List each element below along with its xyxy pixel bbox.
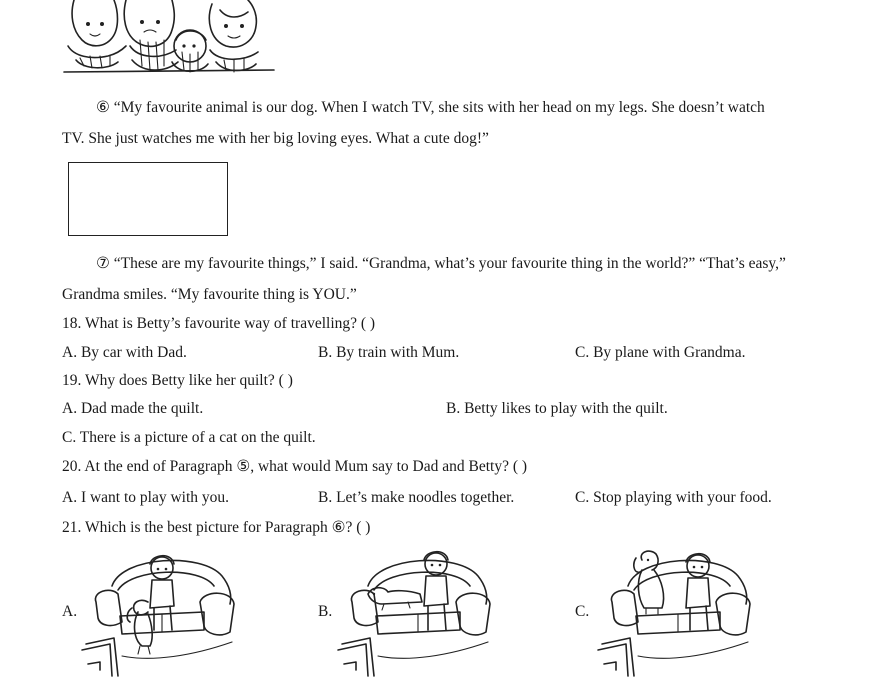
question-21-option-c-label: C.	[575, 603, 590, 620]
paragraph-6-line-2: TV. She just watches me with her big loving eyes. What a cute dog!”	[62, 130, 489, 147]
question-19-option-c: C. There is a picture of a cat on the quilt.	[62, 429, 316, 446]
picture-a-girl-sofa-dog-on-floor	[82, 546, 252, 676]
question-21-option-a-label: A.	[62, 603, 78, 620]
question-19-option-b: B. Betty likes to play with the quilt.	[446, 400, 668, 417]
question-20-option-a: A. I want to play with you.	[62, 489, 230, 506]
question-18-option-b: B. By train with Mum.	[318, 344, 460, 361]
empty-picture-box	[68, 162, 228, 236]
question-18-option-c: C. By plane with Grandma.	[575, 344, 746, 361]
question-18-option-a: A. By car with Dad.	[62, 344, 187, 361]
question-19-stem: 19. Why does Betty like her quilt? ( )	[62, 372, 293, 389]
question-18-stem: 18. What is Betty’s favourite way of travelling? ( )	[62, 315, 376, 332]
paragraph-7-line-2: Grandma smiles. “My favourite thing is YOU.”	[62, 286, 357, 303]
picture-b-girl-sofa-dog-lying	[338, 546, 508, 676]
question-21-option-b-label: B.	[318, 603, 333, 620]
picture-c-girl-sofa-dog-sitting	[598, 546, 768, 676]
paragraph-6-line-1: ⑥ “My favourite animal is our dog. When I watch TV, she sits with her head on my legs. She doesn’t watch	[96, 99, 765, 116]
paragraph-7-line-1: ⑦ “These are my favourite things,” I said. “Grandma, what’s your favourite thing in the world?” “That’s easy,”	[96, 255, 786, 272]
family-eating-noodles-illustration	[60, 0, 280, 80]
question-20-stem: 20. At the end of Paragraph ⑤, what would Mum say to Dad and Betty? ( )	[62, 458, 528, 475]
question-21-stem: 21. Which is the best picture for Paragraph ⑥? ( )	[62, 519, 371, 536]
question-20-option-b: B. Let’s make noodles together.	[318, 489, 515, 506]
question-19-option-a: A. Dad made the quilt.	[62, 400, 204, 417]
question-20-option-c: C. Stop playing with your food.	[575, 489, 772, 506]
